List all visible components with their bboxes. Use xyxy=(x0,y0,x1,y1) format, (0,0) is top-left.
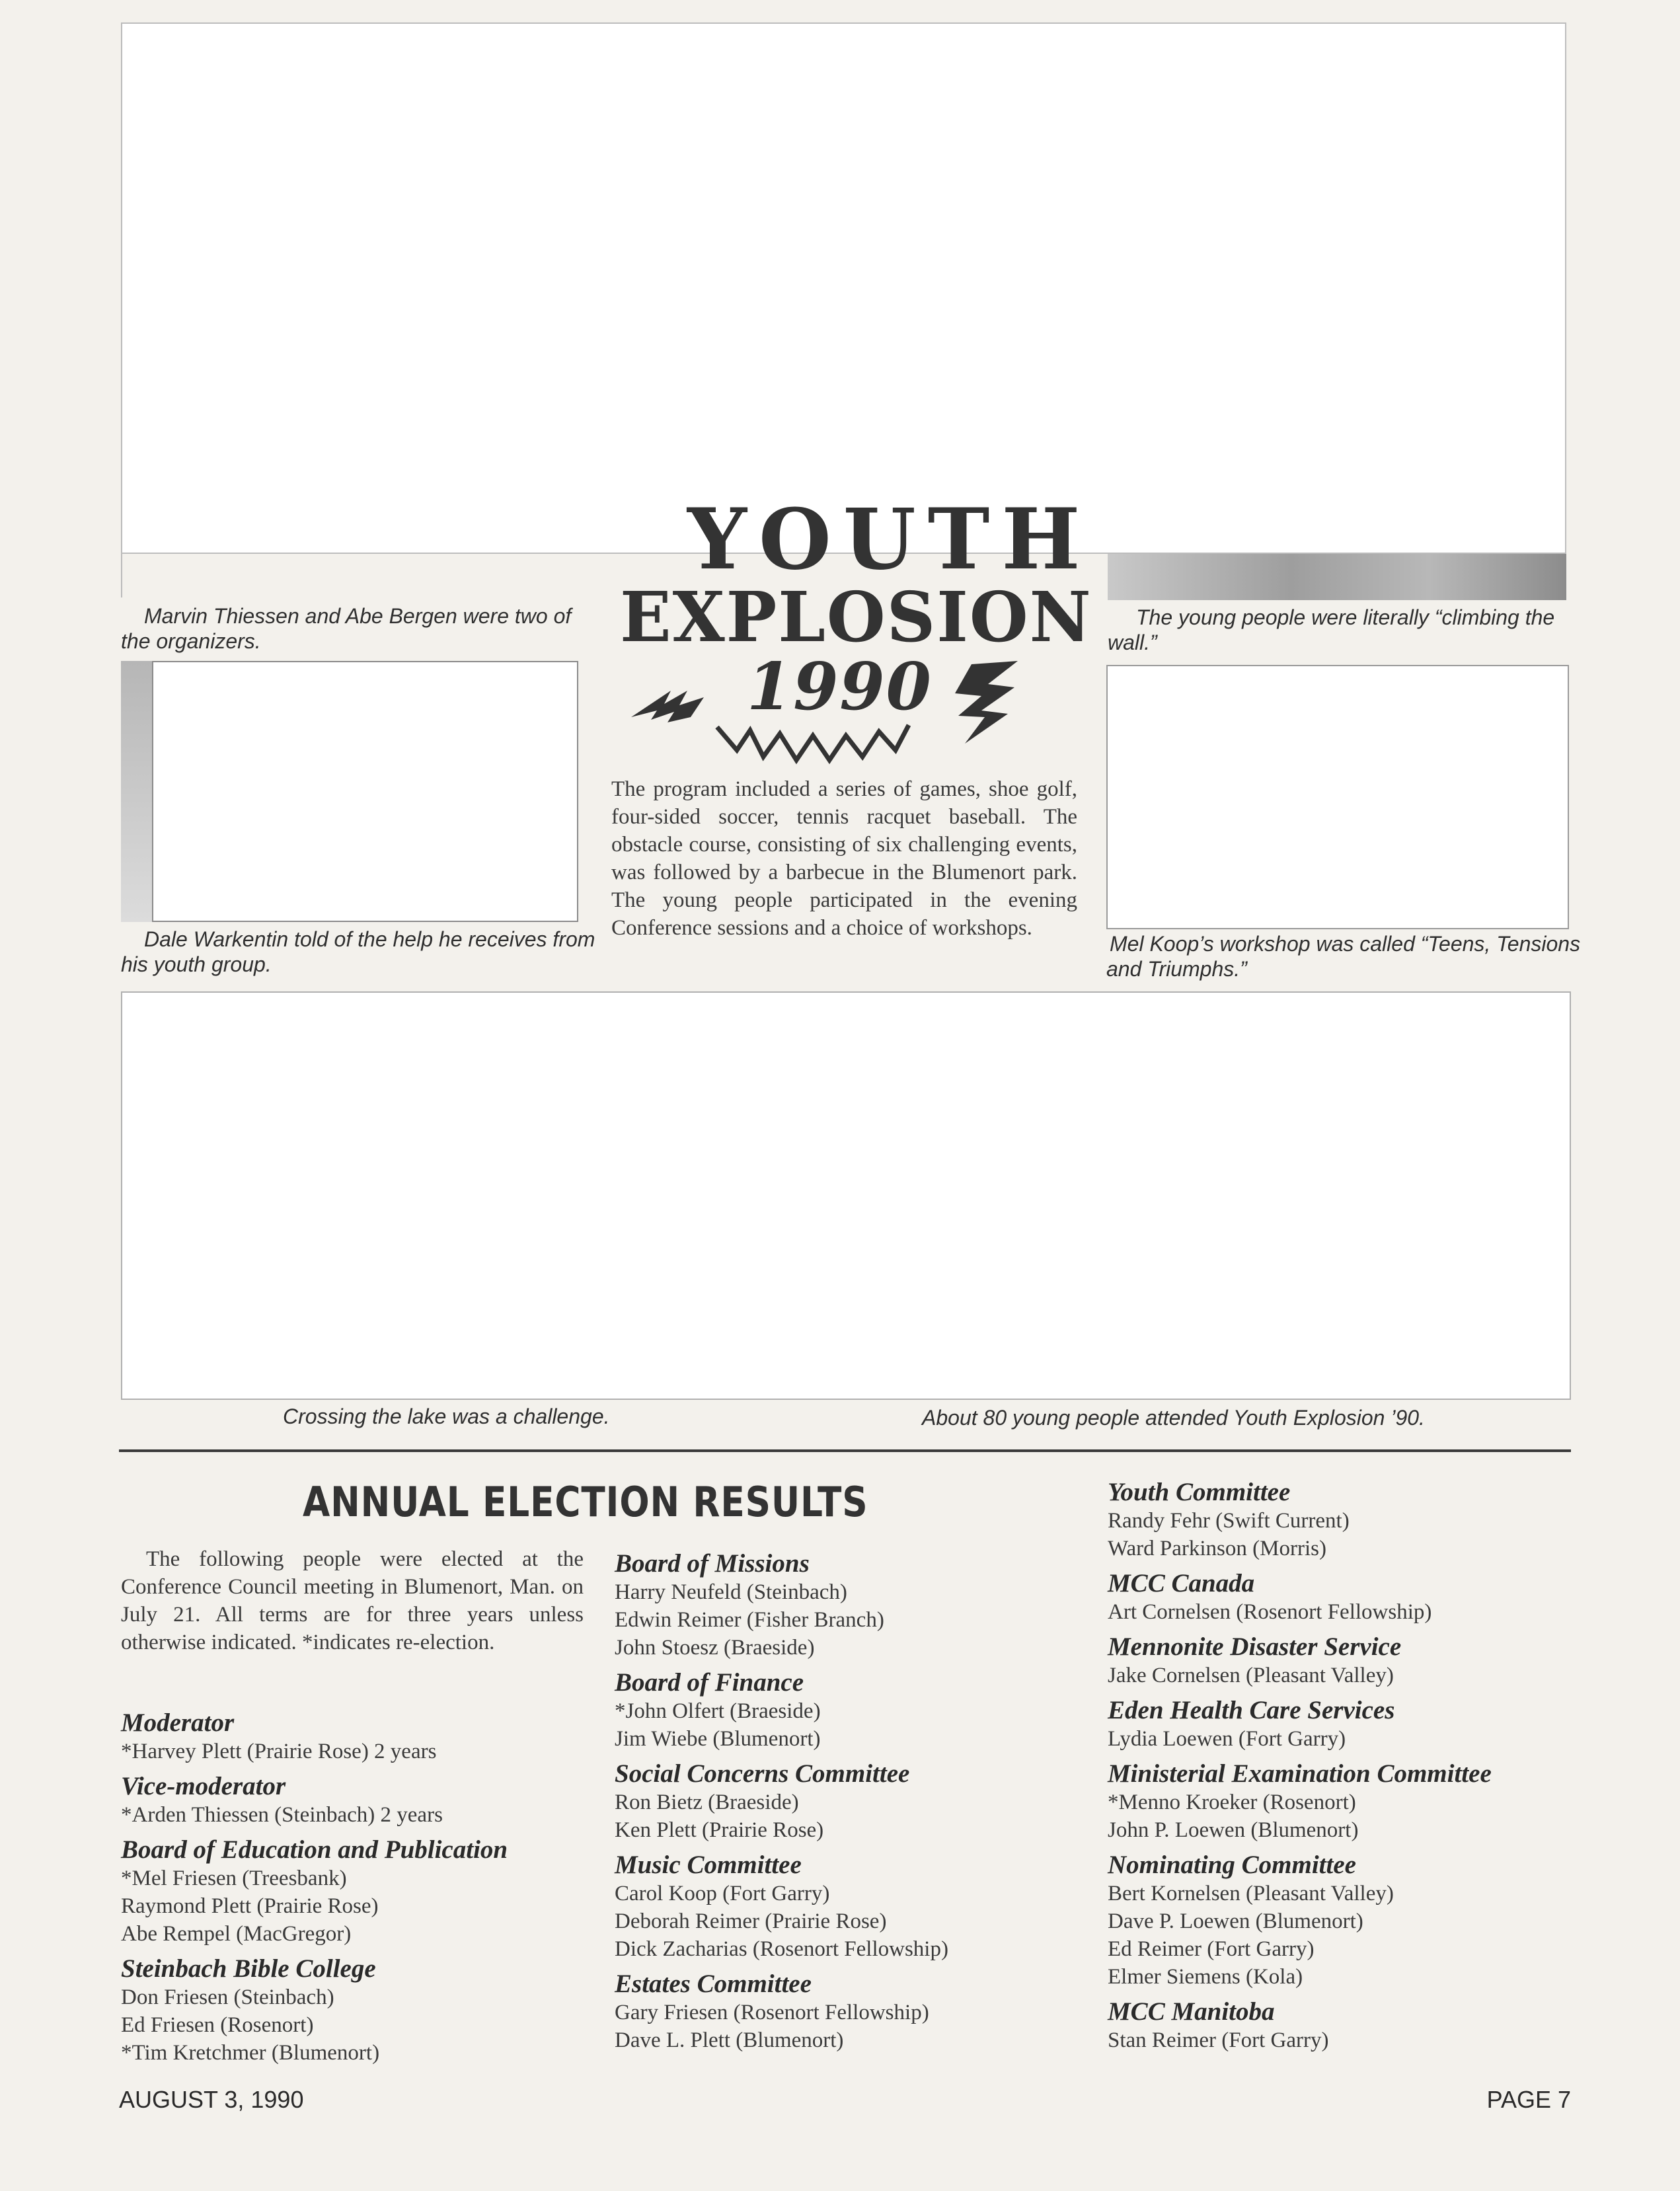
zigzag-bottom-icon xyxy=(717,725,909,760)
office-heading: Moderator xyxy=(121,1709,235,1737)
headline-partial: YOUTH xyxy=(687,490,1092,588)
member-name: Lydia Loewen (Fort Garry) xyxy=(1108,1727,1346,1751)
office-eden-health-care xyxy=(1108,1696,1584,1753)
member-name: Raymond Plett (Prairie Rose) xyxy=(121,1894,379,1918)
footer-page-number: PAGE 7 xyxy=(1486,2086,1571,2113)
photo-dale-edge xyxy=(121,661,152,922)
bolt-right-icon xyxy=(955,661,1018,744)
office-estates-committee xyxy=(615,1970,1090,2054)
photo-corner-left xyxy=(121,22,585,597)
member-name: Ron Bietz (Braeside) xyxy=(615,1790,799,1814)
member-name: Art Cornelsen (Rosenort Fellowship) xyxy=(1108,1600,1432,1624)
bolt-left-icon xyxy=(631,691,704,722)
member-name: Edwin Reimer (Fisher Branch) xyxy=(615,1608,884,1632)
office-ministerial-examination xyxy=(1108,1759,1584,1844)
member-name: Don Friesen (Steinbach) xyxy=(121,1985,334,2009)
member-name: Elmer Siemens (Kola) xyxy=(1108,1965,1303,1989)
member-name: Jake Cornelsen (Pleasant Valley) xyxy=(1108,1664,1394,1687)
office-heading: Eden Health Care Services xyxy=(1108,1696,1395,1724)
member-name: Jim Wiebe (Blumenort) xyxy=(615,1727,821,1751)
office-music-committee xyxy=(615,1851,1090,1963)
election-column-3 xyxy=(1108,1478,1584,2061)
member-name: *Tim Kretchmer (Blumenort) xyxy=(121,2041,380,2065)
office-heading: Vice-moderator xyxy=(121,1772,286,1800)
photo-dale xyxy=(152,661,578,922)
member-name: Dave P. Loewen (Blumenort) xyxy=(1108,1909,1363,1933)
caption-dale: Dale Warkentin told of the help he receives from his youth group. xyxy=(121,927,595,976)
office-heading: Ministerial Examination Committee xyxy=(1108,1759,1492,1788)
member-name: John P. Loewen (Blumenort) xyxy=(1108,1818,1359,1842)
office-social-concerns xyxy=(615,1759,1090,1844)
member-name: Stan Reimer (Fort Garry) xyxy=(1108,2028,1329,2052)
member-name: Ken Plett (Prairie Rose) xyxy=(615,1818,824,1842)
office-heading: Board of Missions xyxy=(615,1549,810,1578)
member-name: Dick Zacharias (Rosenort Fellowship) xyxy=(615,1937,948,1961)
feature-body: The program included a series of games, shoe golf, four-sided soccer, tennis racquet baseball. The obstacle course, consisting of six challenging events, was followed by a barbecue in the Blumenort park. The young people participated in the evening Conference sessions and a choice of workshops. xyxy=(611,777,1077,940)
headline-partial-clip xyxy=(615,490,1092,588)
member-name: *Arden Thiessen (Steinbach) 2 years xyxy=(121,1803,443,1827)
election-title: ANNUAL ELECTION RESULTS xyxy=(303,1478,868,1526)
headline-year: 1990 xyxy=(747,649,933,725)
member-name: Bert Kornelsen (Pleasant Valley) xyxy=(1108,1882,1394,1905)
member-name: *Mel Friesen (Treesbank) xyxy=(121,1866,347,1890)
photo-mel xyxy=(1106,665,1569,929)
caption-mel: Mel Koop’s workshop was called “Teens, Tensions and Triumphs.” xyxy=(1106,932,1581,981)
office-heading: MCC Manitoba xyxy=(1108,1997,1275,2026)
member-name: John Stoesz (Braeside) xyxy=(615,1636,815,1660)
office-heading: Youth Committee xyxy=(1108,1478,1291,1506)
caption-attendance: About 80 young people attended Youth Explosion ’90. xyxy=(922,1406,1425,1430)
office-moderator xyxy=(121,1709,597,1765)
office-heading: Steinbach Bible College xyxy=(121,1954,376,1983)
member-name: Carol Koop (Fort Garry) xyxy=(615,1882,830,1905)
member-name: Ed Friesen (Rosenort) xyxy=(121,2013,314,2037)
caption-climbing: The young people were literally “climbing the wall.” xyxy=(1108,605,1555,654)
election-column-1 xyxy=(121,1709,597,2073)
office-heading: Board of Education and Publication xyxy=(121,1835,508,1864)
caption-organizers: Marvin Thiessen and Abe Bergen were two of the organizers. xyxy=(121,604,572,653)
office-youth-committee xyxy=(1108,1478,1584,1562)
section-divider xyxy=(119,1449,1571,1452)
member-name: Gary Friesen (Rosenort Fellowship) xyxy=(615,2001,929,2024)
office-board-missions xyxy=(615,1549,1090,1662)
member-name: Harry Neufeld (Steinbach) xyxy=(615,1580,847,1604)
election-intro: The following people were elected at the Conference Council meeting in Blumenort, Man. on July 21. All terms are for three years unless otherwise indicated. *indicates re-election. xyxy=(121,1547,584,1654)
office-heading: Estates Committee xyxy=(615,1970,812,1998)
office-heading: Mennonite Disaster Service xyxy=(1108,1633,1402,1661)
caption-lake: Crossing the lake was a challenge. xyxy=(283,1404,610,1428)
office-heading: Board of Finance xyxy=(615,1668,804,1697)
photo-bottom-wide xyxy=(121,991,1571,1400)
office-steinbach-bible-college xyxy=(121,1954,597,2067)
member-name: *Harvey Plett (Prairie Rose) 2 years xyxy=(121,1740,437,1763)
footer-date: AUGUST 3, 1990 xyxy=(119,2086,304,2113)
member-name: Dave L. Plett (Blumenort) xyxy=(615,2028,844,2052)
member-name: Randy Fehr (Swift Current) xyxy=(1108,1509,1350,1533)
office-nominating-committee xyxy=(1108,1851,1584,1991)
member-name: Ed Reimer (Fort Garry) xyxy=(1108,1937,1315,1961)
office-vice-moderator xyxy=(121,1772,597,1829)
photo-strip-right xyxy=(1108,554,1566,600)
office-heading: Nominating Committee xyxy=(1108,1851,1356,1879)
office-heading: Social Concerns Committee xyxy=(615,1759,910,1788)
office-mcc-manitoba xyxy=(1108,1997,1584,2054)
office-mennonite-disaster-service xyxy=(1108,1633,1584,1689)
office-board-education xyxy=(121,1835,597,1948)
headline-main: EXPLOSION xyxy=(620,576,1092,658)
office-heading: MCC Canada xyxy=(1108,1569,1255,1597)
office-heading: Music Committee xyxy=(615,1851,802,1879)
election-column-2 xyxy=(615,1549,1090,2061)
office-mcc-canada xyxy=(1108,1569,1584,1626)
member-name: *Menno Kroeker (Rosenort) xyxy=(1108,1790,1356,1814)
member-name: Ward Parkinson (Morris) xyxy=(1108,1537,1326,1560)
office-board-finance xyxy=(615,1668,1090,1753)
member-name: *John Olfert (Braeside) xyxy=(615,1699,821,1723)
member-name: Abe Rempel (MacGregor) xyxy=(121,1922,352,1946)
member-name: Deborah Reimer (Prairie Rose) xyxy=(615,1909,887,1933)
